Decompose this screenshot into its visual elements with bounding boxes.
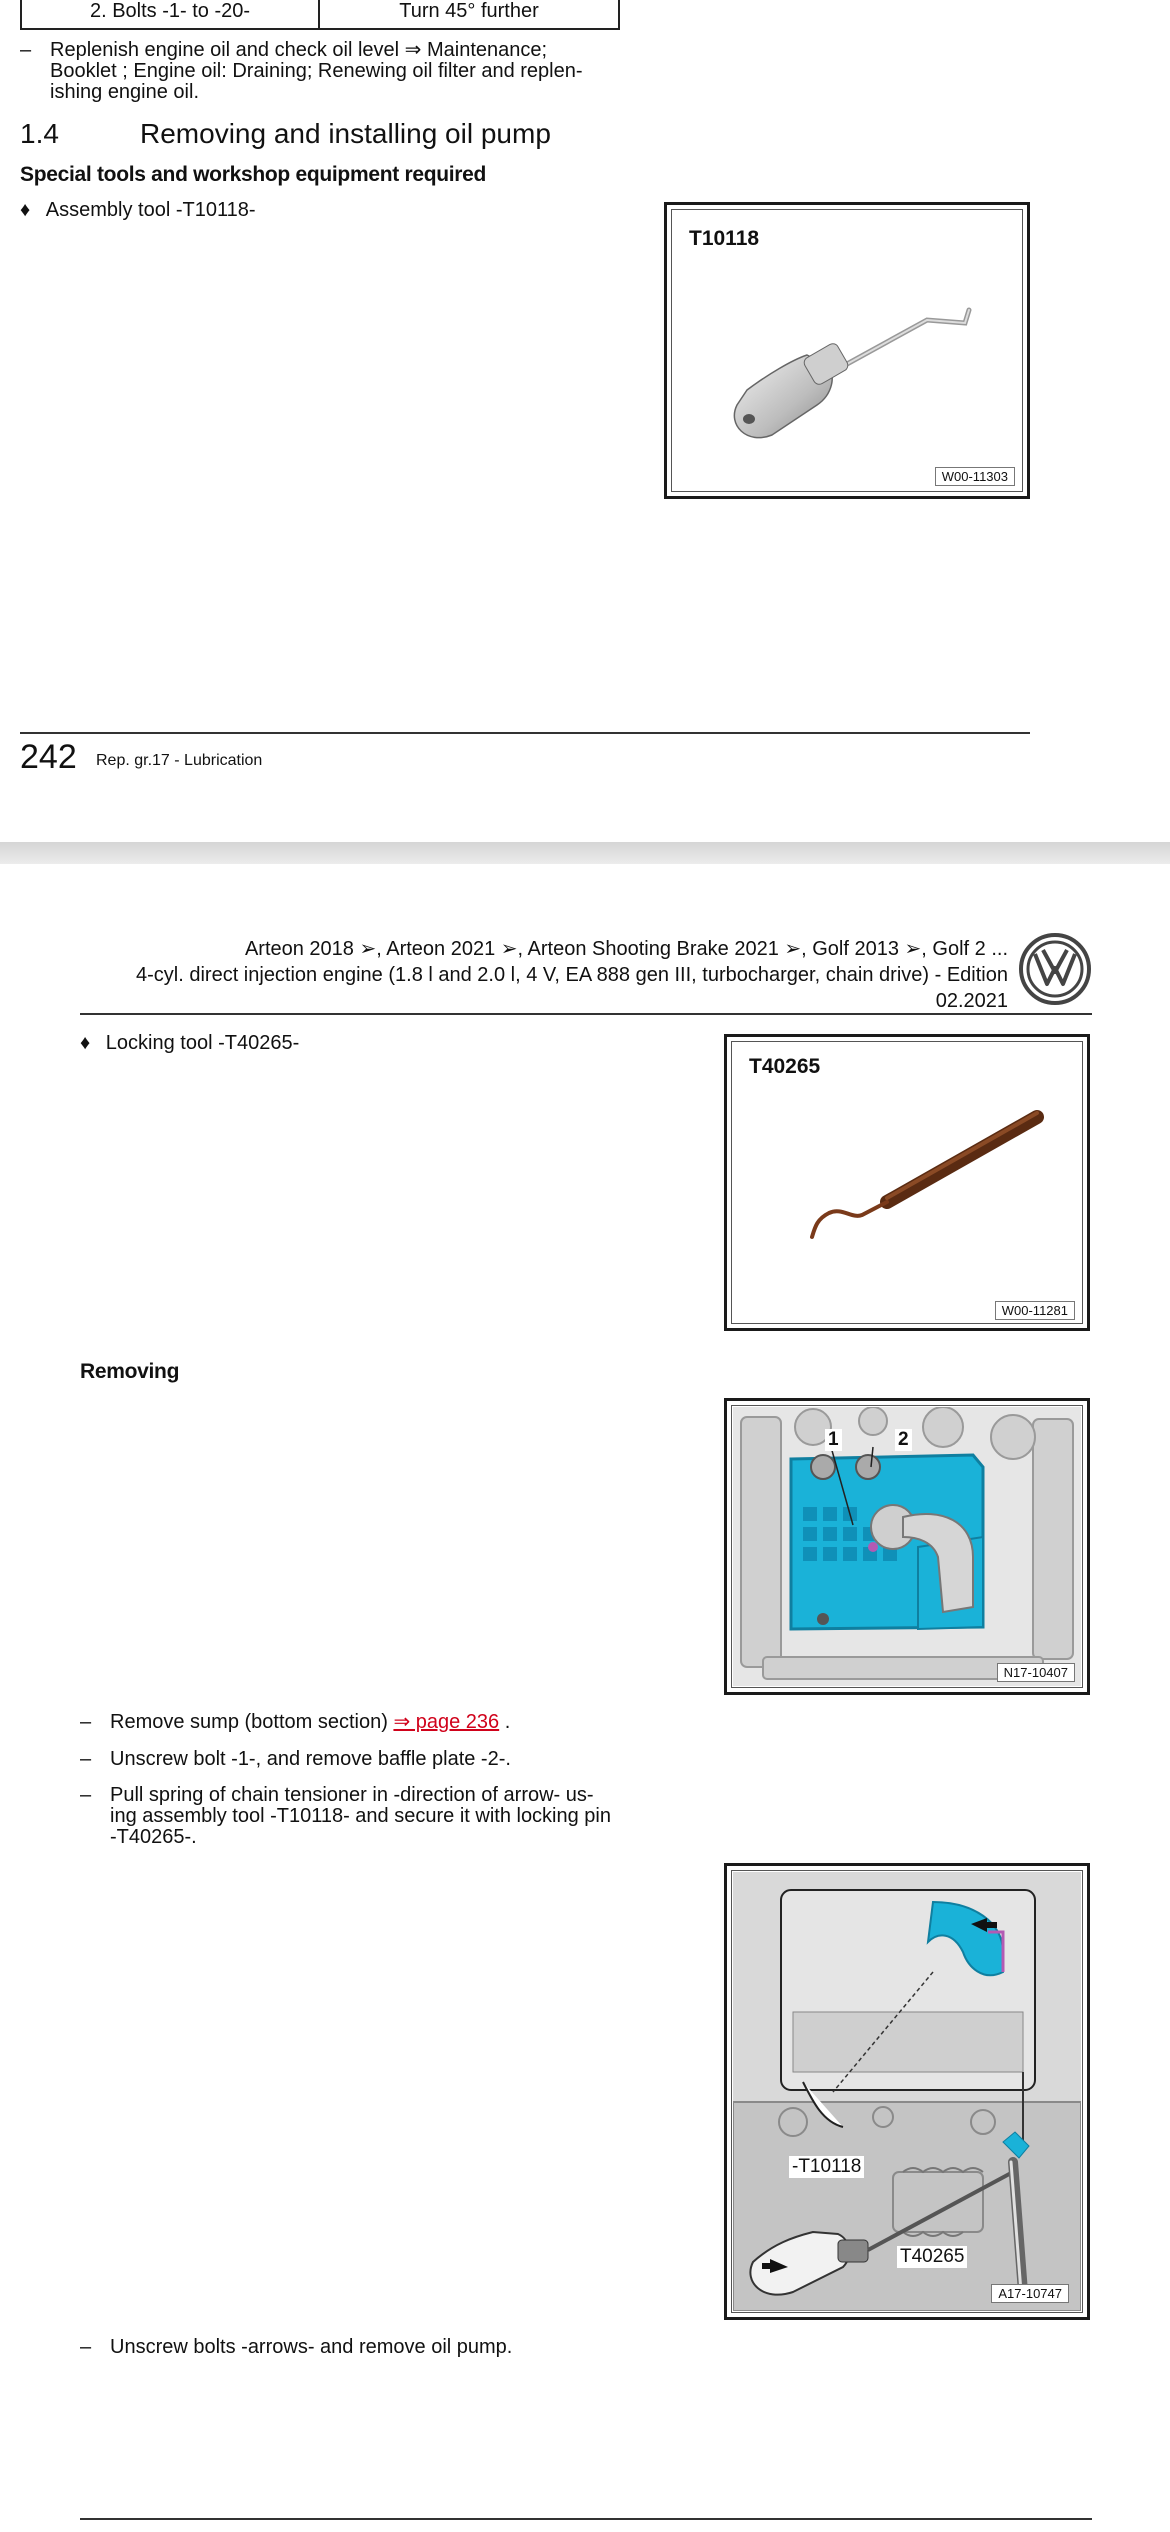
section-title: Removing and installing oil pump <box>140 118 551 149</box>
bullet-diamond: ♦ <box>80 1032 91 1054</box>
replenish-step <box>20 40 640 106</box>
step-remove-oil-pump <box>80 2337 680 2361</box>
replenish-line-2: Booklet ; Engine oil: Draining; Renewing oil filter and replen- <box>50 60 583 82</box>
document-header <box>60 936 1008 1014</box>
step-unscrew-bolt-text: Unscrew bolt -1-, and remove baffle plate -2-. <box>110 1748 511 1770</box>
vw-logo-icon <box>1018 932 1092 1006</box>
step-dash: – <box>80 2336 92 2358</box>
step-dash: – <box>80 1784 92 1806</box>
assembly-tool-illustration <box>707 265 987 455</box>
torque-table-row <box>20 0 620 30</box>
page-number-242: 242 <box>20 738 77 776</box>
special-tools-heading: Special tools and workshop equipment required <box>20 163 487 186</box>
header-rule <box>80 1013 1092 1015</box>
callout-2: 2 <box>895 1429 912 1451</box>
figure-t10118 <box>664 202 1030 499</box>
header-engine: 4-cyl. direct injection engine (1.8 l and 2.0 l, 4 V, EA 888 gen III, turbocharger, chain drive) - Edition <box>136 964 1008 986</box>
step-pull-spring-line-2: ing assembly tool -T10118- and secure it with locking pin <box>110 1805 611 1827</box>
step-remove-oil-pump-text: Unscrew bolts -arrows- and remove oil pump. <box>110 2336 513 2358</box>
replenish-line-3: ishing engine oil. <box>50 81 199 103</box>
header-edition: 02.2021 <box>935 990 1008 1012</box>
step-dash: – <box>80 1711 92 1733</box>
footer-rule-bottom <box>80 2518 1092 2520</box>
step-pull-spring-line-3: -T40265-. <box>110 1826 197 1848</box>
table-cell-bolts: 2. Bolts -1- to -20- <box>22 0 320 28</box>
step-remove-sump-end: . <box>499 1711 511 1733</box>
replenish-line-1: Replenish engine oil and check oil level ⇒ Maintenance; <box>50 39 548 61</box>
tool-bullet-t40265 <box>80 1032 299 1055</box>
removing-heading: Removing <box>80 1360 180 1383</box>
tool-bullet-t10118 <box>20 199 256 222</box>
step-dash: – <box>80 1748 92 1770</box>
locking-tool-illustration <box>767 1077 1067 1287</box>
tool-text-t10118: Assembly tool -T10118- <box>45 199 256 221</box>
step-unscrew-bolt <box>80 1749 680 1773</box>
step-pull-spring <box>80 1785 700 1851</box>
figure-label-t10118: T10118 <box>689 227 760 250</box>
figure-code-w00-11303: W00-11303 <box>935 467 1015 486</box>
footer-rule <box>20 732 1030 734</box>
bullet-diamond: ♦ <box>20 199 31 221</box>
header-models: Arteon 2018 ➢, Arteon 2021 ➢, Arteon Shooting Brake 2021 ➢, Golf 2013 ➢, Golf 2 ... <box>244 938 1008 960</box>
callout-t10118: -T10118 <box>789 2156 864 2178</box>
callout-t40265: T40265 <box>897 2246 967 2268</box>
page-236-link[interactable]: ⇒ page 236 <box>393 1711 500 1733</box>
figure-sump-baffle <box>724 1398 1090 1695</box>
figure-t40265 <box>724 1034 1090 1331</box>
figure-code-n17-10407: N17-10407 <box>997 1663 1075 1682</box>
footer-chapter: Rep. gr.17 - Lubrication <box>96 752 263 769</box>
step-pull-spring-line-1: Pull spring of chain tensioner in -direction of arrow- us- <box>110 1784 594 1806</box>
figure-label-t40265: T40265 <box>749 1055 821 1078</box>
callout-1: 1 <box>825 1429 842 1451</box>
page-separator <box>0 842 1170 864</box>
section-number: 1.4 <box>20 118 59 149</box>
step-dash: – <box>20 39 32 61</box>
table-cell-turn: Turn 45° further <box>399 0 539 22</box>
figure-code-a17-10747: A17-10747 <box>991 2284 1069 2303</box>
figure-code-w00-11281: W00-11281 <box>995 1301 1075 1320</box>
tool-text-t40265: Locking tool -T40265- <box>105 1032 300 1054</box>
figure-chain-tensioner <box>724 1863 1090 2320</box>
step-remove-sump <box>80 1712 680 1736</box>
step-remove-sump-text: Remove sump (bottom section) <box>110 1711 394 1733</box>
